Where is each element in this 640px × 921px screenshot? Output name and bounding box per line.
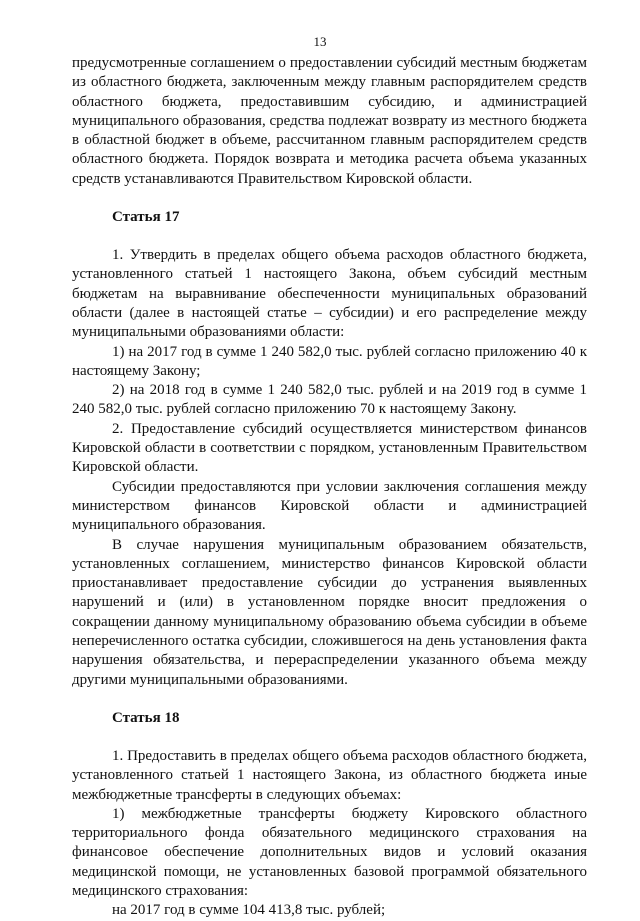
article-17-paragraph: 2) на 2018 год в сумме 1 240 582,0 тыс. рублей и на 2019 год в сумме 1 240 582,0 тыс. рублей согласно приложению 70 к настоящему Закону. <box>72 382 587 418</box>
article-17-paragraph: 1. Утвердить в пределах общего объема расходов областного бюджета, установленного статьей 1 настоящего Закона, объем субсидий местным бюджетам на выравнивание обеспеченности муниципальных образований области (далее в настоящей статье – субсидии) и его распределение между муниципальными образованиями области: <box>72 247 587 341</box>
article-17-paragraph: 1) на 2017 год в сумме 1 240 582,0 тыс. рублей согласно приложению 40 к настоящему Закону; <box>72 343 587 379</box>
article-18-heading: Статья 18 <box>112 709 180 726</box>
article-17-paragraph: В случае нарушения муниципальным образованием обязательств, установленных соглашением, министерство финансов Кировской области приостанавливает предоставление субсидии до устранения выявленных нарушений и (или) в установленном порядке вносит предложения о сокращении данному муниципальному образованию объема субсидии в объеме неперечисленного остатка субсидии, сложившегося на день установления факта нарушения обязательства, и перераспределении указанного объема между другими муниципальными образованиями. <box>72 536 587 688</box>
intro-paragraph: предусмотренные соглашением о предоставлении субсидий местным бюджетам из областного бюджета, заключенным между главным распорядителем средств областного бюджета, предоставившим субсидию, и администрацией муниципального образования, средства подлежат возврату из местного бюджета в областной бюджет в объеме, рассчитанном главным распорядителем средств областного бюджета. Порядок возврата и методика расчета объема указанных средств устанавливаются Правительством Кировской области. <box>72 55 587 187</box>
article-17-paragraph: 2. Предоставление субсидий осуществляется министерством финансов Кировской области в соответствии с порядком, установленным Правительством Кировской области. <box>72 420 587 476</box>
document-body <box>72 54 587 921</box>
article-18-paragraph: 1. Предоставить в пределах общего объема расходов областного бюджета, установленного статьей 1 настоящего Закона, из областного бюджета иные межбюджетные трансферты в следующих объемах: <box>72 747 587 803</box>
article-17-paragraph: Субсидии предоставляются при условии заключения соглашения между министерством финансов Кировской области и администрацией муниципального образования. <box>72 478 587 534</box>
article-18-paragraph: на 2017 год в сумме 104 413,8 тыс. рублей; <box>112 902 386 919</box>
page-number: 13 <box>313 34 327 49</box>
article-17-heading: Статья 17 <box>112 209 180 226</box>
article-18-paragraph: 1) межбюджетные трансферты бюджету Кировского областного территориального фонда обязательного медицинского страхования на финансовое обеспечение дополнительных видов и условий оказания медицинской помощи, не установленных базовой программой обязательного медицинского страхования: <box>72 805 587 899</box>
